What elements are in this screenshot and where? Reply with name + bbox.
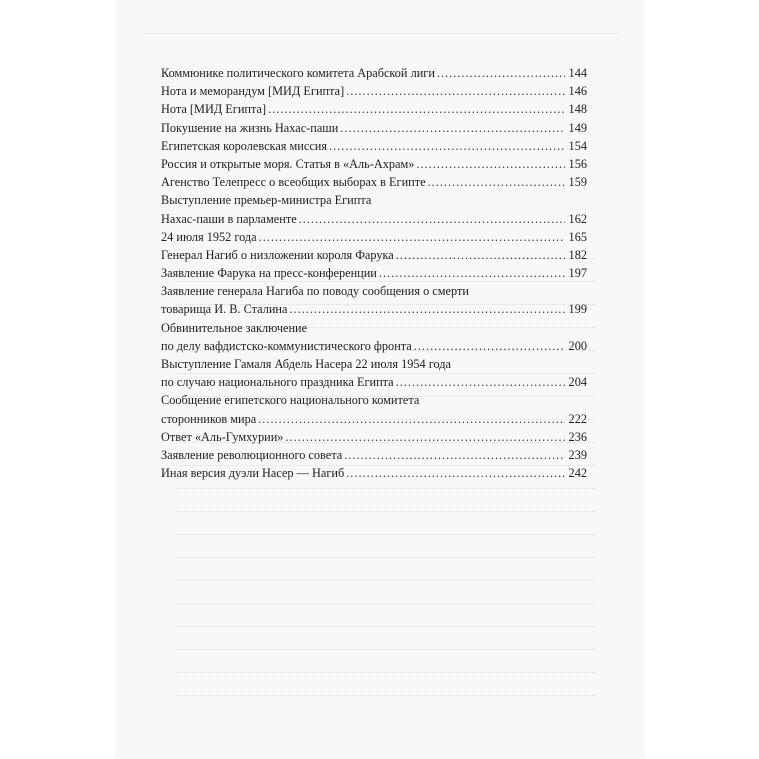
toc-entry-title: Нахас-паши в парламенте: [161, 211, 297, 226]
toc-page-number: 239: [568, 447, 587, 462]
toc-entry-title: Агенство Телепресс о всеобщих выборах в Египте: [161, 175, 426, 190]
running-head: [144, 11, 154, 22]
toc-entry: [161, 228, 587, 246]
toc-entry-line-last: [161, 337, 587, 355]
toc-entry-line-last: [161, 137, 587, 155]
toc-entry: [161, 246, 587, 264]
toc-entry-line-last: [161, 210, 587, 228]
toc-page-number: 182: [568, 247, 587, 262]
toc-page-number: 146: [568, 84, 587, 99]
toc-entry-title: Заявление революционного совета: [161, 447, 343, 462]
toc-page-number: 154: [568, 138, 587, 153]
toc-entry-title: Заявление Фарука на пресс-конференции: [161, 266, 377, 281]
toc-leader-dots: [346, 82, 565, 100]
toc-entry-title: Генерал Нагиб о низложении короля Фарука: [161, 247, 394, 262]
toc-entry-title: Ответ «Аль-Гумхурии»: [161, 429, 284, 444]
toc-page-number: 242: [568, 466, 587, 481]
toc-entry-line-last: [161, 300, 587, 318]
toc-entry-title: Выступление Гамаля Абдель Насера 22 июля 1954 года: [161, 357, 451, 371]
toc-page-number: 156: [568, 156, 587, 171]
toc-entry-title: Заявление генерала Нагиба по поводу сообщения о смерти: [161, 284, 469, 299]
toc-entry-title: Обвинительное заключение: [161, 320, 308, 335]
toc-entry-title: Египетская королевская миссия: [161, 138, 328, 153]
toc-entry-line: [161, 191, 587, 209]
toc-leader-dots: [340, 119, 565, 137]
toc-page-number: 204: [568, 375, 587, 390]
toc-entry-title: Иная версия дуэли Насер — Нагиб: [161, 466, 345, 481]
toc-entry: [161, 355, 587, 391]
toc-entry: [161, 82, 587, 100]
toc-leader-dots: [396, 373, 565, 391]
toc-entry: [161, 100, 587, 118]
toc-entry-line: [161, 355, 587, 373]
toc-entry-title: товарища И. В. Сталина: [161, 302, 288, 317]
toc-entry-line-last: [161, 82, 587, 100]
toc-entry-line-last: [161, 100, 587, 118]
toc-entry: [161, 319, 587, 355]
toc-entry-line: [161, 391, 587, 409]
toc-entry: [161, 428, 587, 446]
toc-entry-title: по делу вафдистско-коммунистического фронта: [161, 338, 412, 353]
toc-entry: [161, 391, 587, 427]
toc-entry: [161, 173, 587, 191]
toc-entry-line-last: [161, 173, 587, 191]
toc-entry-line-last: [161, 64, 587, 82]
toc-entry-title: Нота и меморандум [МИД Египта]: [161, 84, 345, 99]
toc-page-number: 200: [568, 338, 587, 353]
toc-leader-dots: [289, 300, 565, 318]
header-rule: [144, 33, 618, 34]
toc-entry-title: Сообщение египетского национального комитета: [161, 393, 420, 408]
toc-leader-dots: [344, 446, 565, 464]
toc-entry-line-last: [161, 246, 587, 264]
toc-entry-line-last: [161, 428, 587, 446]
toc-leader-dots: [414, 337, 565, 355]
toc-entry-line-last: [161, 155, 587, 173]
toc-page-number: 199: [568, 302, 587, 317]
toc-entry: [161, 64, 587, 82]
book-page: [116, 0, 644, 759]
toc-entry-title: Покушение на жизнь Нахас-паши: [161, 120, 339, 135]
toc-entry: [161, 191, 587, 227]
table-of-contents: [161, 64, 587, 482]
toc-leader-dots: [437, 64, 565, 82]
toc-entry: [161, 264, 587, 282]
toc-entry-line: [161, 319, 587, 337]
toc-entry-line-last: [161, 119, 587, 137]
toc-entry-line-last: [161, 446, 587, 464]
toc-entry-line-last: [161, 264, 587, 282]
toc-entry: [161, 446, 587, 464]
toc-page-number: 159: [568, 175, 587, 190]
toc-leader-dots: [346, 464, 565, 482]
toc-leader-dots: [259, 228, 565, 246]
toc-leader-dots: [258, 410, 565, 428]
toc-entry-line-last: [161, 373, 587, 391]
toc-leader-dots: [379, 264, 565, 282]
toc-entry: [161, 464, 587, 482]
toc-leader-dots: [285, 428, 565, 446]
toc-page-number: 162: [568, 211, 587, 226]
toc-entry-line-last: [161, 228, 587, 246]
toc-leader-dots: [416, 155, 565, 173]
toc-entry-title: Коммюнике политического комитета Арабской лиги: [161, 66, 435, 80]
toc-leader-dots: [299, 210, 565, 228]
toc-leader-dots: [396, 246, 565, 264]
toc-entry-title: 24 июля 1952 года: [161, 229, 257, 244]
toc-entry: [161, 282, 587, 318]
toc-entry: [161, 119, 587, 137]
toc-page-number: 144: [568, 66, 587, 80]
toc-entry-title: сторонников мира: [161, 411, 257, 426]
toc-entry-line: [161, 282, 587, 300]
toc-entry-title: Россия и открытые моря. Статья в «Аль-Ахрам»: [161, 156, 415, 171]
toc-entry: [161, 155, 587, 173]
toc-page-number: 165: [568, 229, 587, 244]
toc-page-number: 222: [568, 411, 587, 426]
toc-page-number: 148: [568, 102, 587, 117]
toc-leader-dots: [428, 173, 565, 191]
toc-entry-title: Нота [МИД Египта]: [161, 102, 267, 117]
toc-entry-title: Выступление премьер-министра Египта: [161, 193, 372, 208]
toc-page-number: 236: [568, 429, 587, 444]
toc-leader-dots: [329, 137, 565, 155]
toc-page-number: 149: [568, 120, 587, 135]
toc-entry: [161, 137, 587, 155]
toc-entry-title: по случаю национального праздника Египта: [161, 375, 394, 390]
toc-page-number: 197: [568, 266, 587, 281]
toc-entry-line-last: [161, 410, 587, 428]
toc-entry-line-last: [161, 464, 587, 482]
toc-leader-dots: [268, 100, 565, 118]
